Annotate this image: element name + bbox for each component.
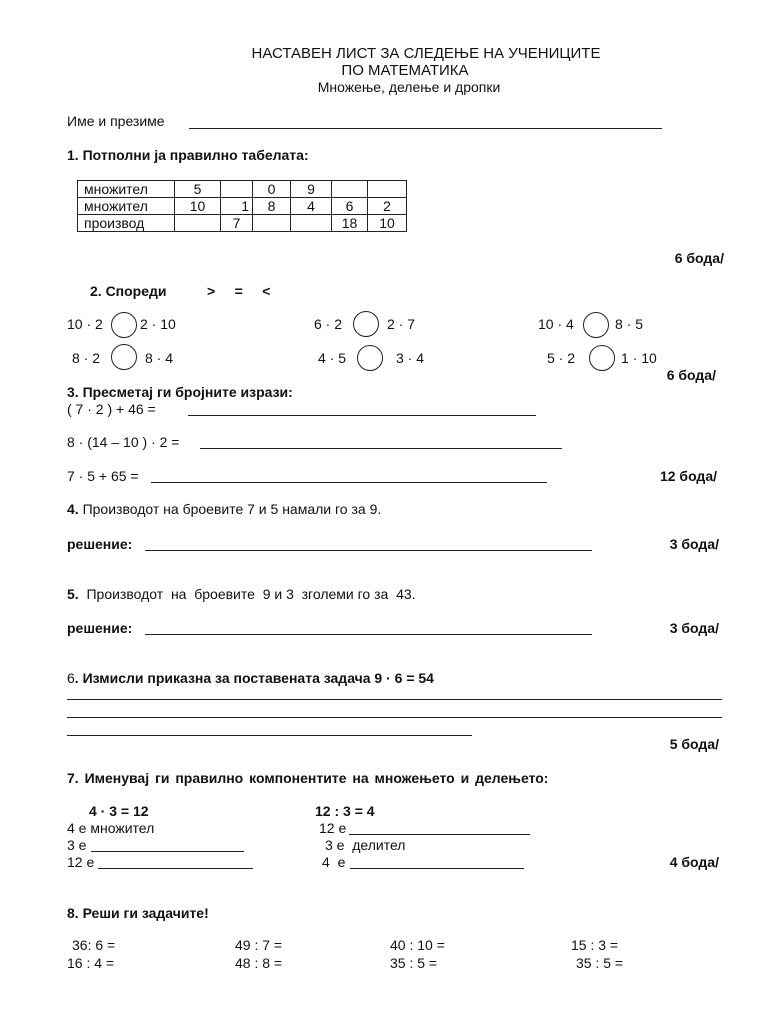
answer-line[interactable] xyxy=(188,415,536,416)
table-cell-label: множител xyxy=(78,198,175,215)
story-line[interactable] xyxy=(67,717,722,718)
table-cell-label: множител xyxy=(78,181,175,198)
task4-text xyxy=(67,501,381,517)
task4-solution-label: решение: xyxy=(67,536,133,552)
table-cell[interactable] xyxy=(221,181,253,198)
component-line[interactable] xyxy=(91,851,244,852)
table-cell[interactable] xyxy=(368,181,407,198)
division-problem: 40 : 10 = xyxy=(390,937,445,953)
compare-left: 10 · 4 xyxy=(538,316,574,332)
task4-statement: Производот на броевите 7 и 5 намали го за 9. xyxy=(78,501,382,517)
division-problem: 35 : 5 = xyxy=(390,955,438,971)
task2-symbols: > = < xyxy=(207,283,271,299)
task6-text xyxy=(67,670,434,686)
table-cell[interactable]: 9 xyxy=(291,181,332,198)
answer-line[interactable] xyxy=(151,482,547,483)
table-cell[interactable] xyxy=(332,181,368,198)
task7-points: 4 бода/ xyxy=(669,854,719,870)
subtitle: Множење, делење и дропки xyxy=(317,79,501,95)
task6-number: 6 xyxy=(67,670,75,686)
compare-circle[interactable] xyxy=(357,345,383,371)
table-cell[interactable]: 7 xyxy=(221,215,253,232)
task5-text xyxy=(67,586,416,602)
expr-3: 7 · 5 + 65 = xyxy=(67,468,139,484)
compare-left: 8 · 2 xyxy=(72,350,101,366)
task3-points: 12 бода/ xyxy=(659,468,717,484)
table-cell[interactable]: 2 xyxy=(368,198,407,215)
table-cell[interactable]: 10 xyxy=(175,198,221,215)
task2-points: 6 бода/ xyxy=(666,367,716,383)
division-problem: 36: 6 = xyxy=(72,937,116,953)
story-line[interactable] xyxy=(67,735,472,736)
compare-right: 3 · 4 xyxy=(396,350,425,366)
task8-title: 8. Реши ги задачите! xyxy=(67,905,209,921)
compare-circle[interactable] xyxy=(111,312,137,338)
table-cell[interactable]: 10 xyxy=(368,215,407,232)
answer-line[interactable] xyxy=(200,448,562,449)
task7-title: 7. Именувај ги правилно компонентите на множењето и делењето: xyxy=(67,770,549,786)
table-row xyxy=(78,181,407,198)
compare-right: 1 · 10 xyxy=(621,350,657,366)
compare-circle[interactable] xyxy=(589,345,615,371)
compare-right: 2 · 10 xyxy=(140,316,176,332)
component-line[interactable] xyxy=(350,868,524,869)
name-label: Име и презиме xyxy=(67,113,165,129)
title-line-1: НАСТАВЕН ЛИСТ ЗА СЛЕДЕЊЕ НА УЧЕНИЦИТЕ xyxy=(251,45,601,62)
task5-statement: Производот на броевите 9 и 3 зголеми го за 43. xyxy=(78,586,416,602)
table-cell-label: производ xyxy=(78,215,175,232)
table-cell[interactable] xyxy=(291,215,332,232)
div-component-3: 4 е xyxy=(322,854,346,870)
title-line-2: ПО МАТЕМАТИКА xyxy=(341,62,469,79)
task5-points: 3 бода/ xyxy=(669,620,719,636)
task5-solution-label: решение: xyxy=(67,620,133,636)
table-row xyxy=(78,198,407,215)
mult-component-1: 4 е множител xyxy=(67,820,155,836)
division-problem: 49 : 7 = xyxy=(235,937,283,953)
task5-number: 5. xyxy=(67,586,79,602)
compare-left: 4 · 5 xyxy=(318,350,347,366)
multiplication-table xyxy=(77,180,407,232)
component-line[interactable] xyxy=(98,868,253,869)
div-component-2: 3 е делител xyxy=(325,837,406,853)
table-cell[interactable]: 8 xyxy=(253,198,291,215)
compare-right: 8 · 4 xyxy=(145,350,174,366)
compare-left: 6 · 2 xyxy=(314,316,343,332)
table-cell[interactable]: 1 xyxy=(221,198,253,215)
table-cell[interactable]: 18 xyxy=(332,215,368,232)
compare-left: 10 · 2 xyxy=(67,316,103,332)
expr-2: 8 · (14 – 10 ) · 2 = xyxy=(67,434,180,450)
component-line[interactable] xyxy=(349,834,530,835)
task2-title: 2. Спореди xyxy=(90,283,167,299)
division-problem: 15 : 3 = xyxy=(571,937,619,953)
table-cell[interactable] xyxy=(253,215,291,232)
compare-circle[interactable] xyxy=(353,311,379,337)
solution-line[interactable] xyxy=(145,550,592,551)
solution-line[interactable] xyxy=(145,634,592,635)
table-cell[interactable]: 4 xyxy=(291,198,332,215)
table-cell[interactable]: 5 xyxy=(175,181,221,198)
table-cell[interactable]: 0 xyxy=(253,181,291,198)
task4-points: 3 бода/ xyxy=(669,536,719,552)
task1-title: 1. Потполни ја правилно табелата: xyxy=(67,147,309,163)
name-input-line[interactable] xyxy=(189,128,662,129)
mult-expression: 4 · 3 = 12 xyxy=(89,803,149,819)
story-line[interactable] xyxy=(67,699,722,700)
compare-right: 2 · 7 xyxy=(387,316,416,332)
task6-title: . Измисли приказна за поставената задача 9 · 6 = 54 xyxy=(74,670,434,686)
table-cell[interactable]: 6 xyxy=(332,198,368,215)
task4-number: 4. xyxy=(67,501,79,517)
div-expression: 12 : 3 = 4 xyxy=(315,803,375,819)
compare-circle[interactable] xyxy=(111,344,137,370)
task1-points: 6 бода/ xyxy=(674,250,724,266)
mult-component-2: 3 е xyxy=(67,837,87,853)
table-row xyxy=(78,215,407,232)
division-problem: 16 : 4 = xyxy=(67,955,115,971)
task6-points: 5 бода/ xyxy=(669,736,719,752)
compare-circle[interactable] xyxy=(583,312,609,338)
division-problem: 48 : 8 = xyxy=(235,955,283,971)
div-component-1: 12 е xyxy=(319,820,347,836)
division-problem: 35 : 5 = xyxy=(576,955,624,971)
task3-title: 3. Пресметај ги бројните изрази: xyxy=(67,384,293,400)
compare-right: 8 · 5 xyxy=(615,316,644,332)
expr-1: ( 7 · 2 ) + 46 = xyxy=(67,401,156,417)
table-cell[interactable] xyxy=(175,215,221,232)
compare-left: 5 · 2 xyxy=(547,350,576,366)
mult-component-3: 12 е xyxy=(67,854,95,870)
